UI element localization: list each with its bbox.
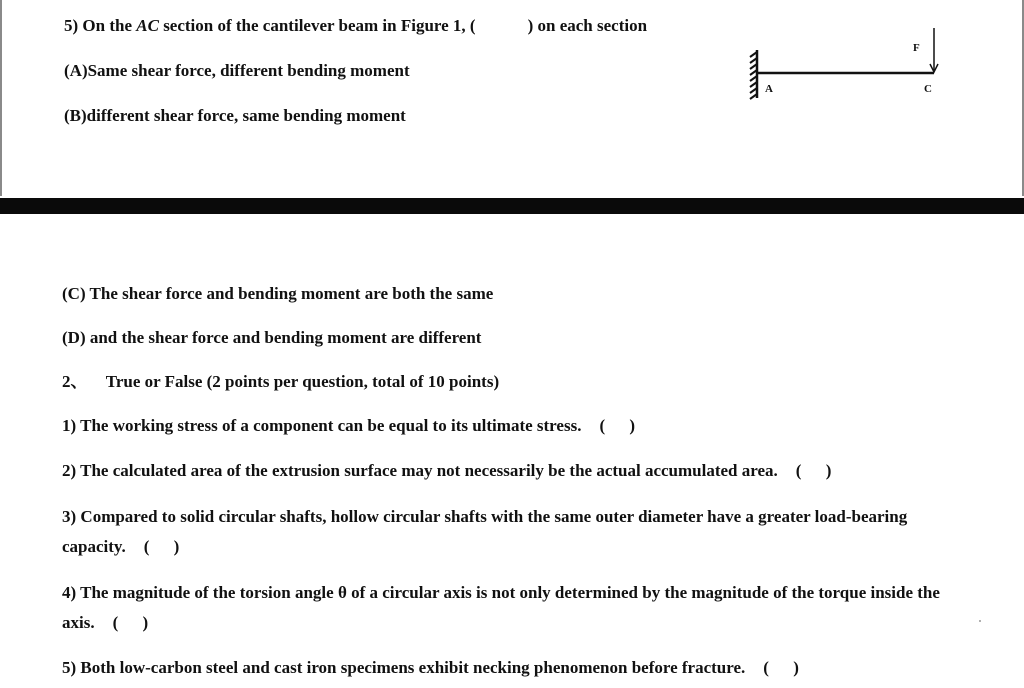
tf-item-2-text: 2) The calculated area of the extrusion surface may not necessarily be the actual accumulated area. [62,461,778,480]
tf-item-3-answer[interactable]: ( ) [143,537,190,556]
option-d[interactable]: (D) and the shear force and bending moment are different [62,328,482,347]
tf-item-5-answer[interactable]: ( ) [763,658,809,677]
tf-item-2 [62,460,841,481]
tf-item-5-text: 5) Both low-carbon steel and cast iron specimens exhibit necking phenomenon before fracture. [62,658,746,677]
tf-item-1-text: 1) The working stress of a component can be equal to its ultimate stress. [62,416,582,435]
page-top [0,0,1024,196]
stray-dot [979,620,981,622]
tf-item-4 [62,578,972,638]
stem-mid: section of the cantilever beam in Figure 1, ( [158,16,476,35]
option-b[interactable]: (B)different shear force, same bending moment [64,106,406,125]
tf-item-5 [62,657,809,678]
label-a: A [765,83,773,95]
stem-suffix: ) on each section [527,16,648,35]
label-f: F [913,42,920,54]
tf-item-2-answer[interactable]: ( ) [795,461,842,480]
option-c[interactable]: (C) The shear force and bending moment are both the same [62,284,494,303]
stem-ac: AC [136,16,159,35]
tf-item-1-answer[interactable]: ( ) [599,416,646,435]
question-5-stem [64,15,647,36]
tf-item-1 [62,415,645,436]
tf-item-3 [62,502,957,562]
page-divider [0,198,1024,214]
page-bottom [0,214,1024,688]
label-c: C [924,83,932,95]
section-number: 2、 [62,372,88,391]
tf-item-4-answer[interactable]: ( ) [112,613,159,632]
tf-item-4-text: 4) The magnitude of the torsion angle θ of a circular axis is not only determined by the magnitude of the torque inside the axis. [62,583,940,632]
section-title: True or False (2 points per question, total of 10 points) [105,372,500,391]
cantilever-beam-figure [742,24,952,104]
tf-item-3-text: 3) Compared to solid circular shafts, hollow circular shafts with the same outer diameter have a greater load-bearing capacity. [62,507,908,556]
section-2-heading [62,371,499,392]
stem-prefix: 5) On the [64,16,137,35]
option-a[interactable]: (A)Same shear force, different bending moment [64,61,410,80]
